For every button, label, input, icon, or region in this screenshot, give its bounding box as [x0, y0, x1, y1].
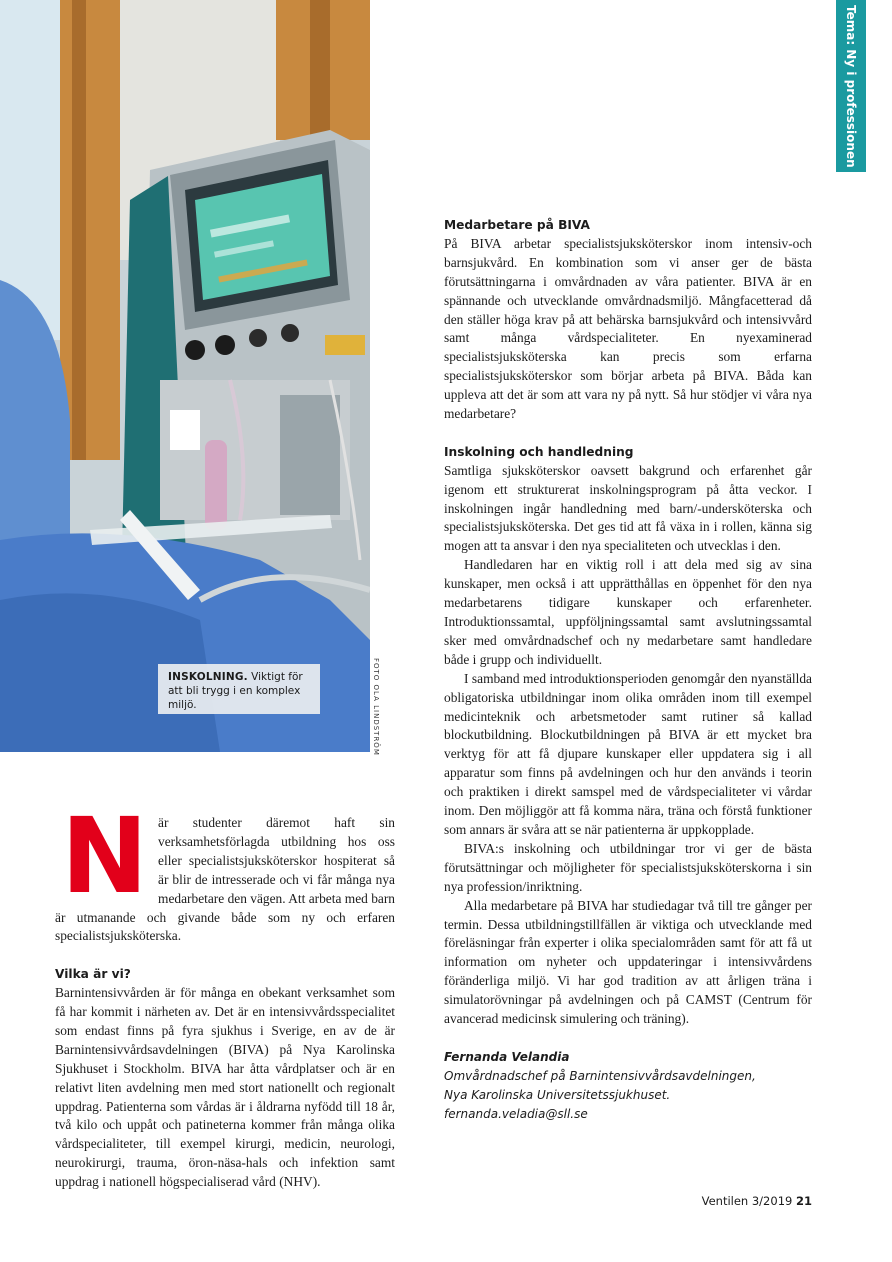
right-column — [444, 216, 812, 1123]
photo-caption — [158, 664, 320, 714]
signature-title: Omvårdnadschef på Barnintensivvårdsavdelningen, — [444, 1068, 756, 1083]
intro-text: är studenter däremot haft sin verksamhetsförlagda utbildning hos oss eller specialistsjuksköterskor hospiterat så är blir de intresserade och vi får många nya medarbetare den vägen. Att arbeta med barn är utmanande och givande både som ny och erfaren specialistsjuksköterska. — [55, 815, 395, 944]
heading-medarbetare: Medarbetare på BIVA — [444, 218, 590, 232]
theme-tab-label: Tema: Ny i professionen — [844, 4, 858, 168]
medical-equipment-illustration — [0, 0, 370, 752]
inskolning-p4: BIVA:s inskolning och utbildningar tror vi ger de bästa förutsättningar och möjligheter för specialistsjuksköterskorna i sin nya profession/inriktning. — [444, 840, 812, 894]
medarbetare-text: På BIVA arbetar specialistsjuksköterskor inom intensiv-och barnsjukvård. En kombination som vi anser ger de bästa förutsättningarna i omvårdnaden av våra patienter. BIVA är en spännande och utvecklande omvårdnadsmiljö. Mångfacetterad då den ställer höga krav på att behärska barnsjukvård och intensivvård samt många vårdspecialiteter. En nyexaminerad specialistsjuksköterska kan precis som erfarna specialistsjuksköterskor som börjar arbeta på BIVA. Båda kan uppleva att det är som att vara ny på nytt. Så hur stödjer vi våra nya medarbetare? — [444, 235, 812, 422]
intro-paragraph — [55, 795, 395, 946]
article-photo — [0, 0, 370, 752]
inskolning-p5: Alla medarbetare på BIVA har studiedagar två till tre gånger per termin. Dessa utbildningstillfällen är viktiga och utvecklande med föreläsningar från experter i olika specialområden samt för att få ut information om nyheter och uppdateringar i intensivvårdens föränderliga miljö. Vi har god tradition av att årligen träna i simulatorövningar på avdelningen och på CAMST (Centrum för avancerad medicinsk simulering och träning). — [444, 897, 812, 1027]
page-number: 21 — [795, 1194, 812, 1208]
page-footer — [702, 1194, 812, 1208]
caption-text: Viktigt för att bli trygg i en komplex miljö. — [168, 671, 303, 711]
vilka-text: Barnintensivvården är för många en obekant verksamhet som få har kommit i närheten av. Det är en intensivvårdsspecialitet som endast finns på fyra sjukhus i Sverige, en av de är Barnintensivvårdsavdelningen (BIVA) på Nya Karolinska Sjukhuset i Stockholm. BIVA har åtta vårdplatser och är en relativt liten avdelning men med stort nationellt och regionalt uppdrag. Patienterna som vårdas är i åldrarna nyfödd till 18 år, två kilo och uppåt och patineterna kommer från många olika vårdspecialiteter, till exempel kirurgi, medicin, neurologi, neurokirurgi, trauma, öron-näsa-hals och infektion samt uppdrag i nationell högspecialiserad vård (NHV). — [55, 985, 395, 1190]
caption-bold: INSKOLNING. — [168, 671, 248, 683]
drop-cap: N — [61, 795, 149, 917]
theme-tab — [836, 0, 866, 172]
inskolning-p3: I samband med introduktionsperioden genomgår den nyanställda obligatoriska utbildningar inom olika områden inom till exempel medicinteknik och arbetsmetoder samt rutiner så kallad blockutbildning. Blockutbildningen på BIVA är ett mycket bra verktyg för att få djupare kunskaper eller uppdatera sig i all apparatur som finns på avdelningen och hur den används i teorin och praktiken i direkt samspel med de vårdspecialiteter vi vårdar inom. Den möjliggör att få komma nära, träna och förstå funktioner som annars är svåra att se när patienterna är uppkopplade. — [444, 670, 812, 837]
signature-email[interactable]: fernanda.veladia@sll.se — [444, 1106, 588, 1121]
heading-inskolning: Inskolning och handledning — [444, 444, 634, 459]
left-column — [55, 795, 395, 1192]
photo-credit: FOTO OLA LINDSTRÖM — [372, 658, 380, 756]
inskolning-p2: Handledaren har en viktig roll i att dela med sig av sina kunskaper, men också i att upprätthållas en öppenhet för den nya medarbetarens tidigare kunskaper och erfarenheter. Introduktionssamtal, uppföljningssamtal samt avslutningssamtal sker med omvårdnadschef och ny medarbetare samt handledare både i grupp och individuellt. — [444, 557, 812, 667]
heading-vilka: Vilka är vi? — [55, 967, 131, 982]
footer-magazine: Ventilen 3/2019 — [701, 1194, 793, 1208]
signature-name: Fernanda Velandia — [444, 1049, 570, 1064]
signature-org: Nya Karolinska Universitetssjukhuset. — [444, 1087, 671, 1102]
inskolning-p1: Samtliga sjuksköterskor oavsett bakgrund och erfarenhet går igenom ett strukturerat inskolningsprogram på åtta veckor. I inskolningen ingår handledning med barn/-undersköterska och specialistsjuksköterska. Det ges tid att få växa in i rollen, känna sig mogen att ta ansvar i den nya specialiteten och utvecklas i den. — [444, 462, 812, 554]
